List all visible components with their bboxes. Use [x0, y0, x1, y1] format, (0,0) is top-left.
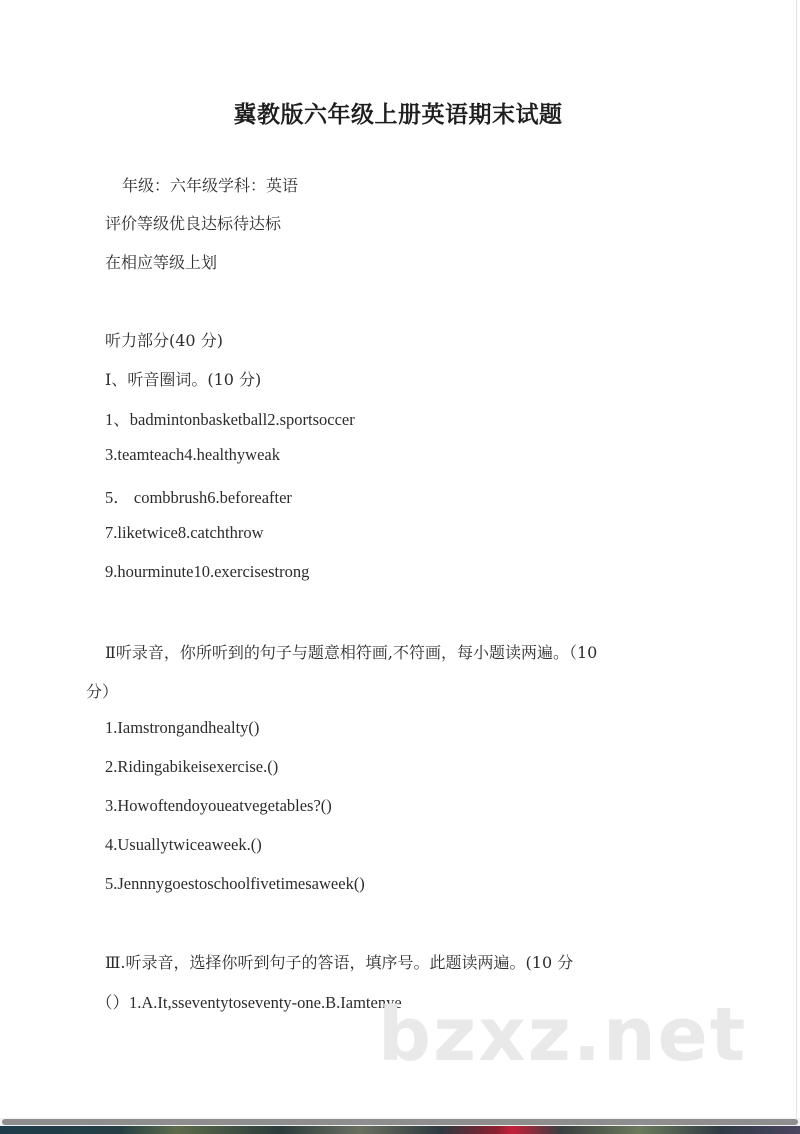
part3-item: （）1.A.It,sseventytoseventy-one.B.Iamtenye — [96, 993, 402, 1012]
part2-heading-continued: 分） — [86, 682, 119, 701]
part1-item: 7.liketwice8.catchthrow — [105, 523, 264, 542]
watermark-text: bzxz.net — [378, 992, 748, 1078]
listening-section-heading: 听力部分(40 分) — [105, 331, 223, 350]
part2-item: 3.Howoftendoyoueatvegetables?() — [105, 796, 332, 815]
part1-item: 9.hourminute10.exercisestrong — [105, 562, 310, 581]
part2-heading: Ⅱ听录音，你所听到的句子与题意相符画,不符画，每小题读两遍。（10 — [105, 643, 598, 662]
grade-subject-line: 年级：六年级学科：英语 — [122, 176, 299, 195]
part1-item: 5． combbrush6.beforeafter — [105, 488, 292, 507]
part2-item: 5.Jennnygoestoschoolfivetimesaweek() — [105, 874, 365, 893]
part1-item: 1、badmintonbasketball2.sportsoccer — [105, 410, 355, 429]
part2-item: 1.Iamstrongandhealty() — [105, 718, 260, 737]
background-image-strip — [0, 1126, 800, 1134]
part3-heading: Ⅲ.听录音，选择你听到句子的答语，填序号。此题读两遍。(10 分 — [105, 953, 574, 972]
part2-item: 4.Usuallytwiceaweek.() — [105, 835, 262, 854]
document-title: 冀教版六年级上册英语期末试题 — [233, 102, 563, 128]
evaluation-level-line: 评价等级优良达标待达标 — [105, 214, 282, 233]
horizontal-scrollbar-thumb[interactable] — [2, 1119, 798, 1125]
part1-heading: Ⅰ、听音圈词。(10 分) — [105, 370, 262, 389]
mark-level-line: 在相应等级上划 — [105, 253, 218, 272]
part2-item: 2.Ridingabikeisexercise.() — [105, 757, 279, 776]
part1-item: 3.teamteach4.healthyweak — [105, 445, 280, 464]
